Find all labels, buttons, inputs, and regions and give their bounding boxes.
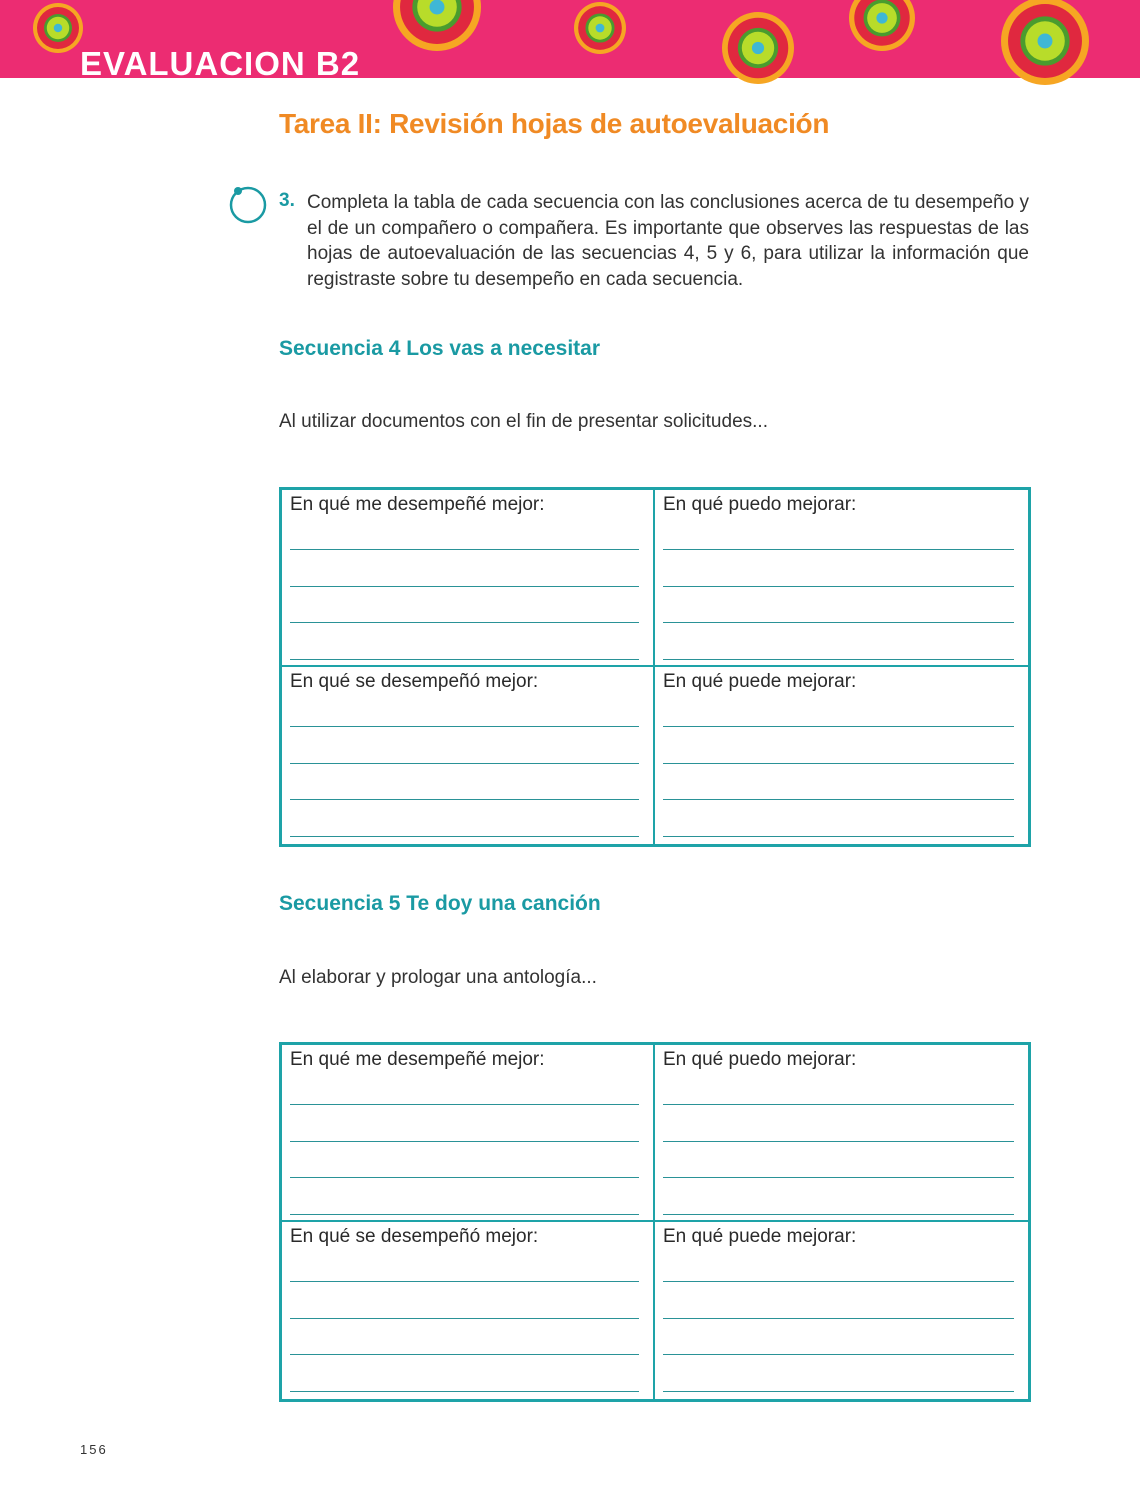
- answer-line[interactable]: [290, 726, 639, 727]
- answer-line[interactable]: [290, 586, 639, 587]
- page-number: 156: [80, 1442, 108, 1457]
- answer-line[interactable]: [290, 659, 639, 660]
- answer-line[interactable]: [663, 1141, 1014, 1142]
- cell-peer-improve[interactable]: [655, 1222, 1028, 1399]
- answer-line[interactable]: [663, 836, 1014, 837]
- answer-line[interactable]: [663, 1177, 1014, 1178]
- cell-label: En qué puede mejorar:: [663, 671, 857, 692]
- sequence-5-intro: Al elaborar y prologar una antología...: [279, 967, 597, 988]
- task-title: Tarea II: Revisión hojas de autoevaluación: [279, 108, 830, 139]
- cell-self-strengths[interactable]: [282, 490, 655, 667]
- answer-line[interactable]: [663, 1318, 1014, 1319]
- answer-line[interactable]: [663, 1391, 1014, 1392]
- sequence-4-table: [279, 487, 1031, 847]
- answer-line[interactable]: [290, 836, 639, 837]
- cell-self-improve[interactable]: [655, 1045, 1028, 1222]
- cell-label: En qué se desempeñó mejor:: [290, 1226, 539, 1247]
- sequence-4-title: Secuencia 4 Los vas a necesitar: [279, 337, 601, 360]
- answer-line[interactable]: [290, 763, 639, 764]
- cell-label: En qué puede mejorar:: [663, 1226, 857, 1247]
- answer-line[interactable]: [290, 1318, 639, 1319]
- answer-line[interactable]: [663, 799, 1014, 800]
- sequence-5-table: [279, 1042, 1031, 1402]
- answer-line[interactable]: [663, 1281, 1014, 1282]
- answer-line[interactable]: [663, 1104, 1014, 1105]
- answer-line[interactable]: [663, 1214, 1014, 1215]
- cell-label: En qué se desempeñó mejor:: [290, 671, 539, 692]
- cell-label: En qué puedo mejorar:: [663, 1049, 857, 1070]
- answer-line[interactable]: [290, 549, 639, 550]
- header-banner: [0, 0, 1140, 78]
- sequence-4-intro: Al utilizar documentos con el fin de presentar solicitudes...: [279, 411, 768, 432]
- cell-self-strengths[interactable]: [282, 1045, 655, 1222]
- answer-line[interactable]: [290, 1214, 639, 1215]
- cell-peer-strengths[interactable]: [282, 667, 655, 844]
- answer-line[interactable]: [290, 1354, 639, 1355]
- answer-line[interactable]: [290, 1141, 639, 1142]
- answer-line[interactable]: [663, 1354, 1014, 1355]
- cell-peer-improve[interactable]: [655, 667, 1028, 844]
- instruction-text: Completa la tabla de cada secuencia con las conclusiones acerca de tu desempeño y el de un compañero o compañera. Es importante que observes las respuestas de las hojas de autoevaluación de las secuencias 4, 5 y 6, para utilizar la información que registraste sobre tu desempeño en cada secuencia.: [307, 192, 1029, 290]
- answer-line[interactable]: [290, 1177, 639, 1178]
- answer-line[interactable]: [290, 622, 639, 623]
- answer-line[interactable]: [663, 586, 1014, 587]
- answer-line[interactable]: [290, 1281, 639, 1282]
- instruction-number: 3.: [279, 190, 295, 211]
- cell-self-improve[interactable]: [655, 490, 1028, 667]
- answer-line[interactable]: [290, 1104, 639, 1105]
- circle-activity-icon: [226, 182, 270, 226]
- answer-line[interactable]: [663, 622, 1014, 623]
- sequence-5-title: Secuencia 5 Te doy una canción: [279, 892, 601, 915]
- cell-label: En qué puedo mejorar:: [663, 494, 857, 515]
- answer-line[interactable]: [663, 726, 1014, 727]
- answer-line[interactable]: [663, 763, 1014, 764]
- cell-label: En qué me desempeñé mejor:: [290, 494, 545, 515]
- answer-line[interactable]: [663, 659, 1014, 660]
- answer-line[interactable]: [663, 549, 1014, 550]
- answer-line[interactable]: [290, 799, 639, 800]
- section-title: EVALUACION B2: [80, 45, 361, 78]
- answer-line[interactable]: [290, 1391, 639, 1392]
- cell-peer-strengths[interactable]: [282, 1222, 655, 1399]
- cell-label: En qué me desempeñé mejor:: [290, 1049, 545, 1070]
